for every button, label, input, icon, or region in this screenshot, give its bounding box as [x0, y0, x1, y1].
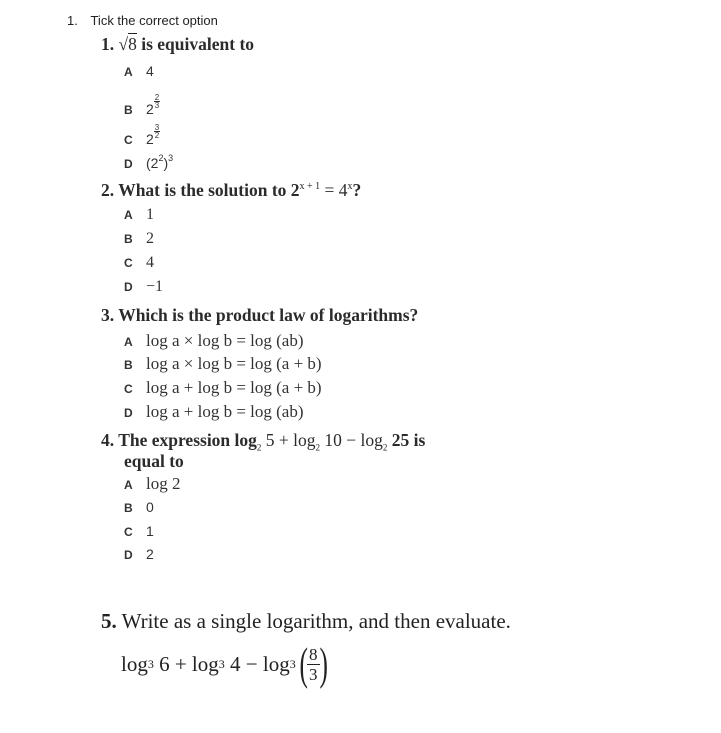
q3-option-c[interactable] [124, 378, 322, 398]
question-4-text-d: 25 is [387, 430, 426, 450]
option-letter: B [124, 358, 133, 372]
q1-option-d[interactable] [124, 153, 173, 173]
option-letter: C [124, 525, 133, 539]
option-letter: C [124, 382, 133, 396]
option-value: log a + log b = log (ab) [146, 402, 304, 421]
radicand: 8 [128, 34, 137, 54]
big-paren-close: ) [318, 638, 328, 689]
q3-option-d[interactable] [124, 402, 304, 422]
q4-option-d[interactable] [124, 546, 154, 564]
exp-denominator: 2 [154, 131, 160, 140]
option-value: 1 [146, 523, 154, 539]
option-value: 2 [146, 546, 154, 562]
option-letter: A [124, 65, 133, 79]
question-4-text-c: 10 − log [320, 430, 383, 450]
log-base-sub: 2 [256, 442, 262, 453]
exponent-x: x [347, 181, 353, 192]
exp-numerator: 3 [154, 123, 160, 132]
option-value: −1 [146, 278, 164, 295]
question-5-expression: log 3 6 + log 3 4 − log 3 ( $\frac{8}{3}$ ) [121, 638, 328, 689]
option-value [146, 155, 173, 171]
q2-option-c[interactable] [124, 254, 154, 272]
question-4-number: 4. [101, 430, 115, 450]
paren-close: ) [163, 155, 169, 171]
question-mark: ? [352, 180, 362, 200]
q3-option-b[interactable] [124, 354, 322, 374]
option-letter: D [124, 157, 133, 171]
question-4-text-a: The expression log [118, 430, 257, 450]
radical-sign: √ [118, 34, 129, 54]
question-4 [101, 430, 425, 451]
option-value: log 2 [146, 474, 181, 493]
option-letter: C [124, 256, 133, 270]
q1-option-a[interactable] [124, 63, 154, 81]
question-1-number: 1. [101, 34, 115, 54]
q2-option-a[interactable] [124, 206, 154, 224]
option-value: log a × log b = log (ab) [146, 331, 304, 350]
question-4-text-b: 5 + log [261, 430, 316, 450]
q3-option-a[interactable] [124, 331, 304, 351]
log-base-sub: 2 [315, 442, 321, 453]
option-value: log a × log b = log (a + b) [146, 354, 322, 373]
question-2-text: What is the solution to 2 [118, 180, 300, 200]
question-2-number: 2. [101, 180, 115, 200]
fraction-denominator: 3 [309, 664, 318, 684]
option-value: 1 [146, 206, 154, 223]
option-letter: D [124, 406, 133, 420]
option-value: log a + log b = log (a + b) [146, 378, 322, 397]
question-3-text: Which is the product law of logarithms? [118, 305, 419, 325]
big-paren-open: ( [299, 638, 308, 689]
sqrt-expression [119, 33, 137, 54]
option-letter: B [124, 103, 133, 117]
log-text: log [121, 651, 148, 676]
exponent-x-plus-1: x + 1 [299, 181, 321, 192]
instruction-number: 1. [67, 13, 78, 28]
q1-option-c[interactable] [124, 124, 160, 149]
option-value: 4 [146, 254, 154, 271]
q2-option-d[interactable] [124, 278, 163, 296]
option-value: 4 [146, 63, 154, 79]
exp-denominator: 3 [154, 101, 160, 110]
exp-numerator: 2 [154, 93, 160, 102]
question-5-text: Write as a single logarithm, and then evaluate. [121, 609, 511, 633]
paren-open-base: (2 [146, 155, 159, 171]
question-1-text: is equivalent to [141, 34, 255, 54]
instruction-heading [67, 13, 218, 28]
expr-part-c: 4 − log [224, 651, 290, 676]
fraction-numerator: 8 [309, 644, 318, 664]
q1-option-b[interactable] [124, 94, 160, 119]
fraction-8-over-3 [307, 645, 320, 684]
question-2 [101, 180, 361, 201]
option-letter: B [124, 232, 133, 246]
q4-option-c[interactable] [124, 523, 154, 541]
option-base: 2 [146, 131, 154, 147]
outer-exponent: 3 [168, 153, 174, 163]
q4-option-a[interactable] [124, 474, 180, 494]
question-1 [101, 34, 254, 55]
option-letter: A [124, 478, 133, 492]
question-3-number: 3. [101, 305, 115, 325]
instruction-text: Tick the correct option [90, 13, 218, 28]
option-letter: D [124, 280, 133, 294]
option-exponent-fraction [154, 124, 160, 139]
log-base-sub: 2 [382, 442, 388, 453]
question-5 [101, 609, 511, 634]
expr-part-b: 6 + log [153, 651, 219, 676]
q4-option-b[interactable] [124, 499, 154, 517]
question-5-number: 5. [101, 609, 117, 633]
option-value: 2 [146, 230, 154, 247]
option-base: 2 [146, 101, 154, 117]
equals-four: = 4 [320, 180, 348, 200]
option-letter: A [124, 208, 133, 222]
option-letter: D [124, 548, 133, 562]
inner-exponent: 2 [158, 153, 164, 163]
option-letter: A [124, 335, 133, 349]
question-3 [101, 305, 418, 326]
q2-option-b[interactable] [124, 230, 154, 248]
option-exponent-fraction [154, 94, 160, 109]
option-letter: C [124, 133, 133, 147]
option-value: 0 [146, 499, 154, 515]
question-4-line-2: equal to [124, 451, 184, 471]
option-letter: B [124, 501, 133, 515]
